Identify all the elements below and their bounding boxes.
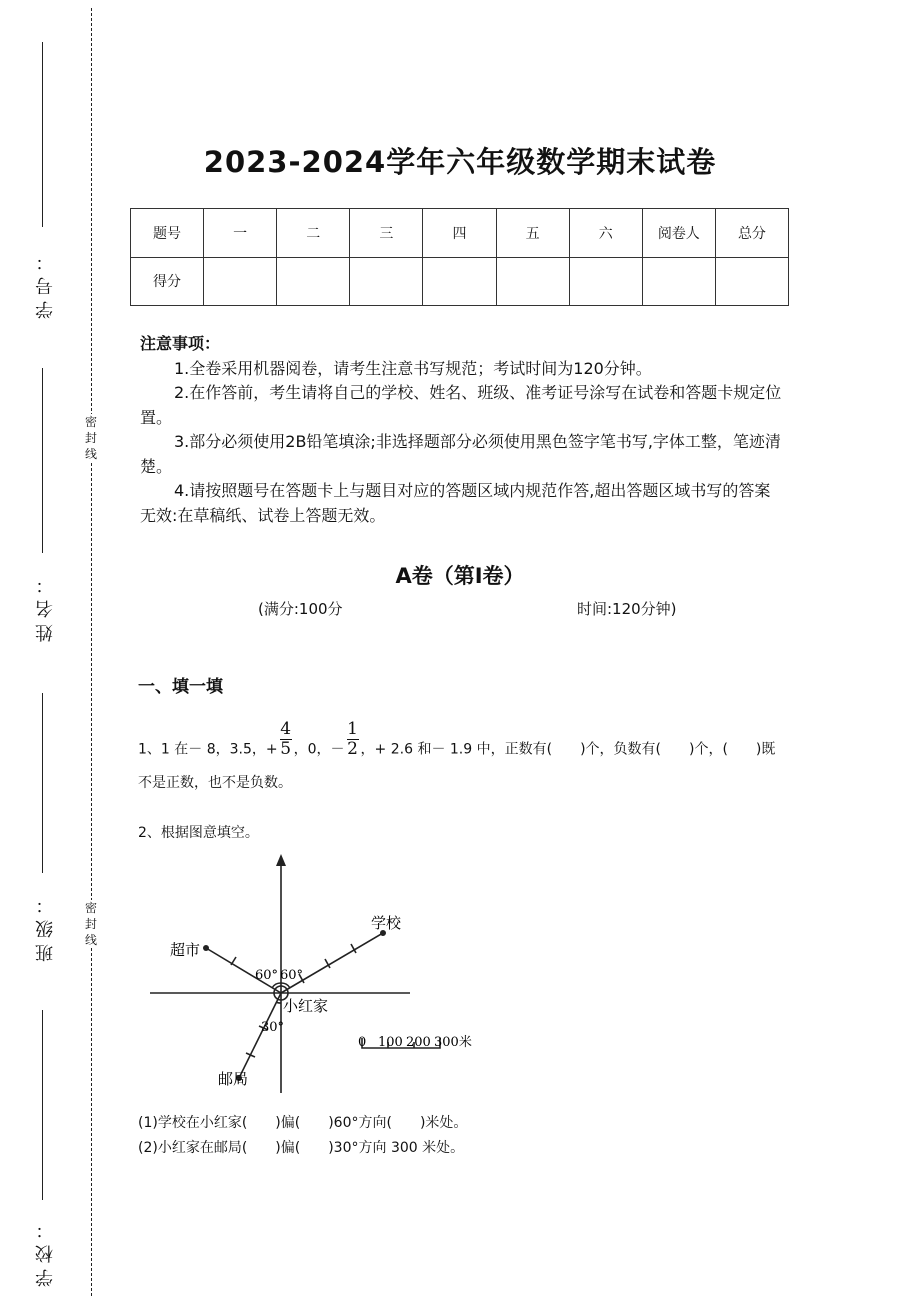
question-1	[138, 719, 788, 769]
scale-label: 0	[358, 1035, 367, 1050]
binding-margin	[0, 0, 100, 1302]
q1-text-c: ，+ 2.6 和－ 1.9 中，正数有( )个，负数有( )个，( )既	[360, 741, 776, 758]
student-id-blank[interactable]	[42, 42, 43, 227]
label-post-office: 邮局	[218, 1070, 249, 1088]
question-2: 2、根据图意填空。	[138, 825, 259, 841]
exam-time: 时间:120分钟)	[577, 600, 677, 618]
fraction-one-half	[347, 720, 359, 759]
ray-to-post-office	[239, 993, 281, 1078]
north-arrow-icon	[276, 854, 286, 866]
fraction-denominator: 2	[347, 739, 358, 759]
score-table-score-row	[131, 257, 789, 306]
scale-label: 200	[406, 1035, 431, 1050]
label-supermarket: 超市	[170, 941, 201, 959]
seal-text-lower: 密封线	[84, 901, 97, 947]
q1-text-b: ，0，－	[293, 741, 345, 758]
class-label: 班级：	[35, 890, 56, 962]
q1-line-2: 不是正数，也不是负数。	[138, 775, 292, 791]
score-cell[interactable]	[350, 257, 423, 306]
header-cell: 二	[277, 209, 350, 258]
header-cell: 题号	[131, 209, 204, 258]
q2-sub-1: (1)学校在小红家( )偏( )60°方向( )米处。	[138, 1115, 468, 1131]
score-cell[interactable]	[496, 257, 569, 306]
label-home: 小红家	[283, 997, 329, 1015]
seal-dashed-line	[91, 8, 92, 1296]
fraction-numerator: 4	[280, 719, 292, 739]
note-item: 2.在作答前，考生请将自己的学校、姓名、班级、准考证号涂写在试卷和答题卡规定位置。	[140, 383, 782, 427]
name-blank[interactable]	[42, 368, 43, 553]
class-blank[interactable]	[42, 693, 43, 873]
score-cell[interactable]	[204, 257, 277, 306]
label-school: 学校	[371, 914, 402, 932]
score-table-header-row	[131, 209, 789, 258]
q1-text-a: 1、1 在－ 8，3.5，+	[138, 741, 278, 758]
seal-text-upper: 密封线	[84, 415, 97, 461]
full-score: (满分:100分	[258, 600, 343, 618]
label-angle-bottom: 30°	[261, 1020, 285, 1035]
note-item: 1.全卷采用机器阅卷，请考生注意书写规范；考试时间为120分钟。	[174, 358, 652, 378]
score-table	[130, 208, 789, 306]
score-row-label: 得分	[131, 257, 204, 306]
header-cell: 总分	[715, 209, 788, 258]
note-item: 4.请按照题号在答题卡上与题目对应的答题区域内规范作答,超出答题区域书写的答案无效:在草稿纸、试卷上答题无效。	[140, 481, 771, 525]
label-angle-left: 60°	[255, 968, 279, 983]
score-cell[interactable]	[423, 257, 496, 306]
header-cell: 阅卷人	[642, 209, 715, 258]
header-cell: 三	[350, 209, 423, 258]
section-title: A卷（第Ⅰ卷）	[395, 564, 525, 588]
supermarket-point	[203, 945, 209, 951]
score-cell[interactable]	[642, 257, 715, 306]
fraction-numerator: 1	[347, 719, 358, 739]
fraction-denominator: 5	[280, 739, 292, 759]
part-one-heading: 一、填一填	[138, 677, 223, 697]
header-cell: 五	[496, 209, 569, 258]
name-label: 姓名：	[35, 570, 56, 642]
note-item: 3.部分必须使用2B铅笔填涂;非选择题部分必须使用黑色签字笔书写,字体工整，笔迹清楚。	[140, 432, 781, 476]
scale-label: 300米	[434, 1035, 472, 1050]
exam-notes	[140, 332, 785, 528]
student-id-label: 学号：	[35, 247, 56, 319]
direction-diagram	[140, 850, 500, 1095]
school-blank[interactable]	[42, 1010, 43, 1200]
ray-to-school	[281, 933, 383, 993]
notes-heading: 注意事项：	[140, 334, 221, 353]
fraction-four-fifths	[280, 720, 292, 759]
score-cell[interactable]	[569, 257, 642, 306]
header-cell: 六	[569, 209, 642, 258]
header-cell: 四	[423, 209, 496, 258]
scale-label: 100	[378, 1035, 403, 1050]
exam-title: 2023-2024学年六年级数学期末试卷	[203, 145, 717, 179]
score-cell[interactable]	[277, 257, 350, 306]
header-cell: 一	[204, 209, 277, 258]
label-angle-right: 60°	[280, 968, 304, 983]
score-cell[interactable]	[715, 257, 788, 306]
q2-sub-2: (2)小红家在邮局( )偏( )30°方向 300 米处。	[138, 1140, 465, 1156]
school-label: 学校：	[35, 1215, 56, 1287]
